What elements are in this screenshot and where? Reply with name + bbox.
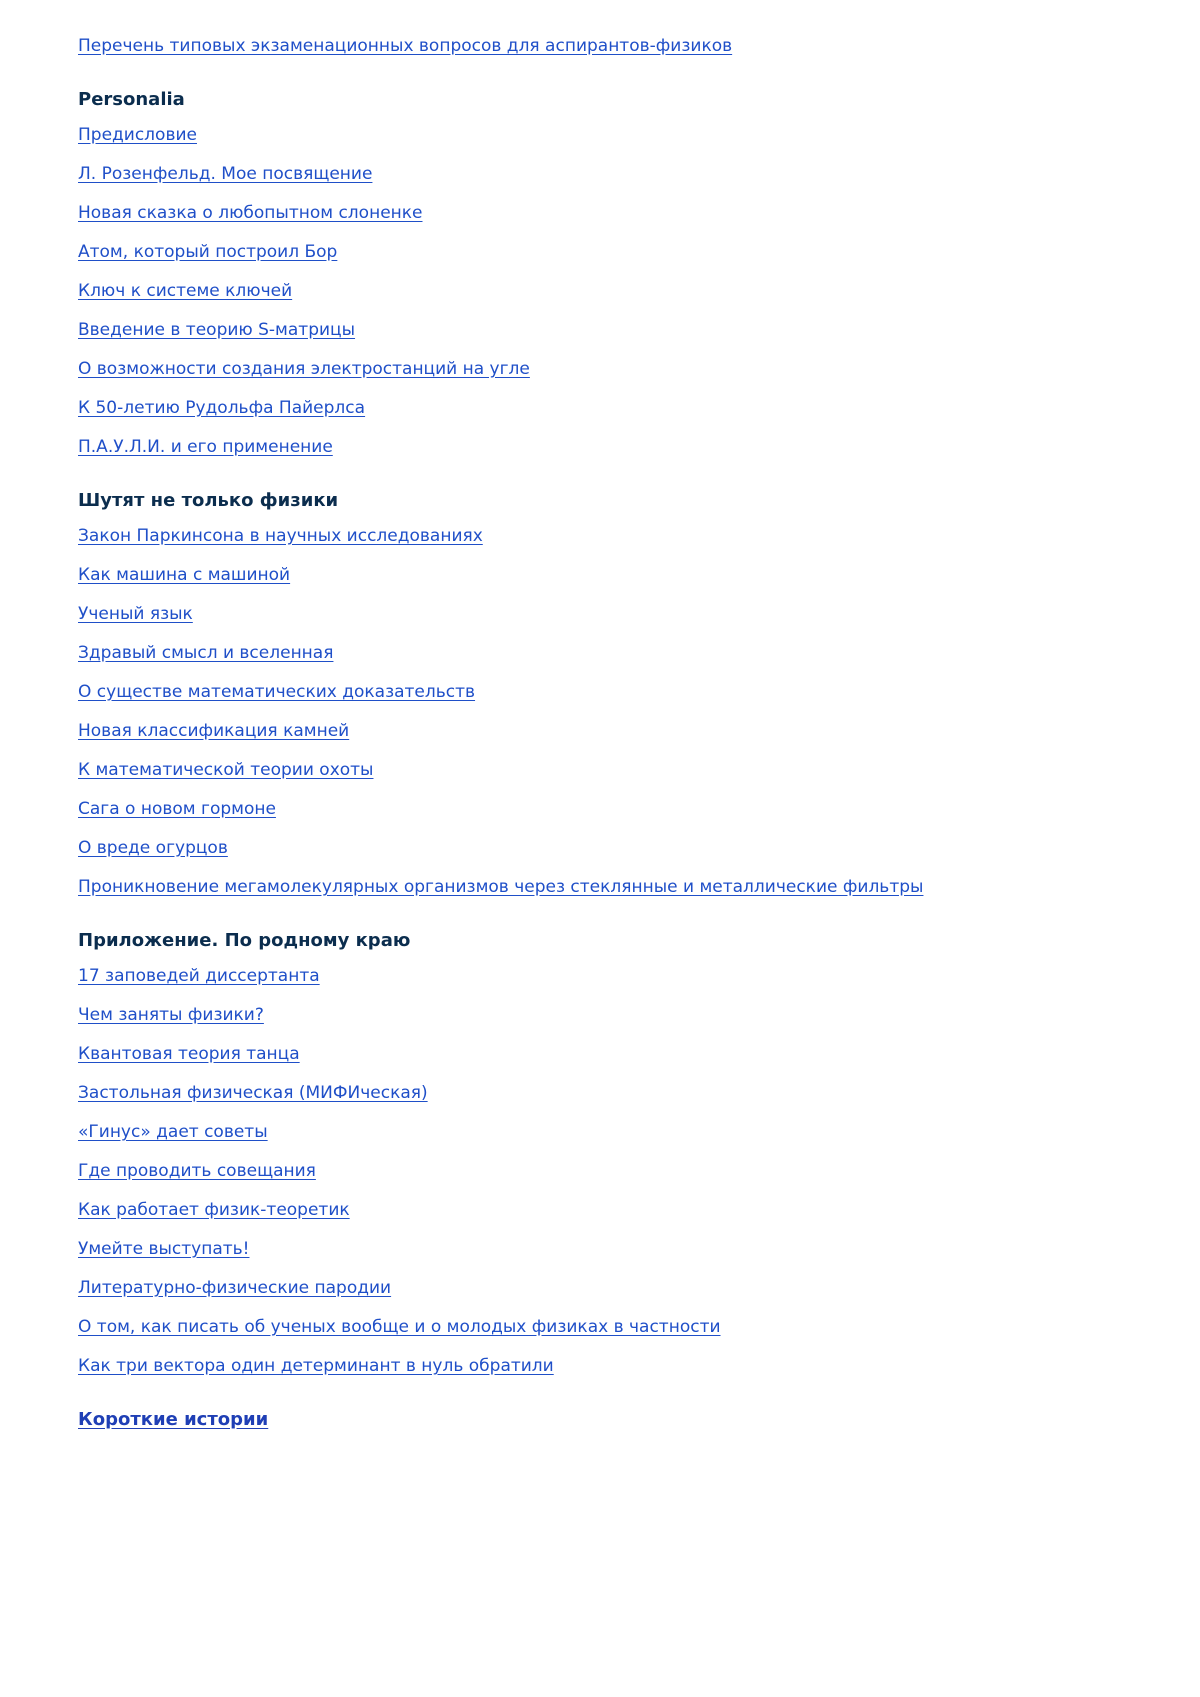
toc-link[interactable]: П.А.У.Л.И. и его применение <box>78 437 333 457</box>
toc-link[interactable]: Атом, который построил Бор <box>78 242 338 262</box>
toc-link[interactable]: Здравый смысл и вселенная <box>78 643 334 663</box>
section-heading: Personalia <box>78 89 185 110</box>
toc-link[interactable]: О существе математических доказательств <box>78 682 476 702</box>
toc-link[interactable]: О вреде огурцов <box>78 838 228 858</box>
toc-link[interactable]: Где проводить совещания <box>78 1161 316 1181</box>
toc-link[interactable]: К 50-летию Рудольфа Пайерлса <box>78 398 366 418</box>
section-jokes <box>78 490 1138 897</box>
section-heading: Шутят не только физики <box>78 490 339 511</box>
toc-link[interactable]: О возможности создания электростанций на угле <box>78 359 530 379</box>
section-personalia <box>78 89 1138 457</box>
toc-link[interactable]: Введение в теорию S-матрицы <box>78 320 356 340</box>
toc-link[interactable]: К математической теории охоты <box>78 760 374 780</box>
toc-link[interactable]: Как три вектора один детерминант в нуль обратили <box>78 1356 554 1376</box>
toc-link[interactable]: Как работает физик-теоретик <box>78 1200 350 1220</box>
toc-link[interactable]: Л. Розенфельд. Мое посвящение <box>78 164 373 184</box>
toc-link[interactable]: Новая классификация камней <box>78 721 350 741</box>
toc-link[interactable]: Закон Паркинсона в научных исследованиях <box>78 526 483 546</box>
toc-link[interactable]: Сага о новом гормоне <box>78 799 276 819</box>
link-exam-questions[interactable]: Перечень типовых экзаменационных вопросов для аспирантов-физиков <box>78 36 733 56</box>
toc-link[interactable]: Предисловие <box>78 125 197 145</box>
section-heading: Приложение. По родному краю <box>78 930 411 951</box>
toc-link[interactable]: Чем заняты физики? <box>78 1005 264 1025</box>
toc-link[interactable]: Ключ к системе ключей <box>78 281 293 301</box>
toc-link[interactable]: Квантовая теория танца <box>78 1044 300 1064</box>
link-short-stories[interactable]: Короткие истории <box>78 1409 269 1430</box>
toc-link[interactable]: О том, как писать об ученых вообще и о молодых физиках в частности <box>78 1317 721 1337</box>
toc-link[interactable]: Литературно-физические пародии <box>78 1278 392 1298</box>
toc-link[interactable]: Ученый язык <box>78 604 193 624</box>
section-appendix <box>78 930 1138 1376</box>
toc-link[interactable]: Умейте выступать! <box>78 1239 250 1259</box>
toc-link[interactable]: Как машина с машиной <box>78 565 291 585</box>
toc-link[interactable]: Проникновение мегамолекулярных организмов через стеклянные и металлические фильтры <box>78 877 924 897</box>
toc-link[interactable]: Застольная физическая (МИФИческая) <box>78 1083 428 1103</box>
toc-link[interactable]: «Гинус» дает советы <box>78 1122 268 1142</box>
toc-link[interactable]: Новая сказка о любопытном слоненке <box>78 203 423 223</box>
document-page <box>78 36 1138 1431</box>
toc-link[interactable]: 17 заповедей диссертанта <box>78 966 320 986</box>
